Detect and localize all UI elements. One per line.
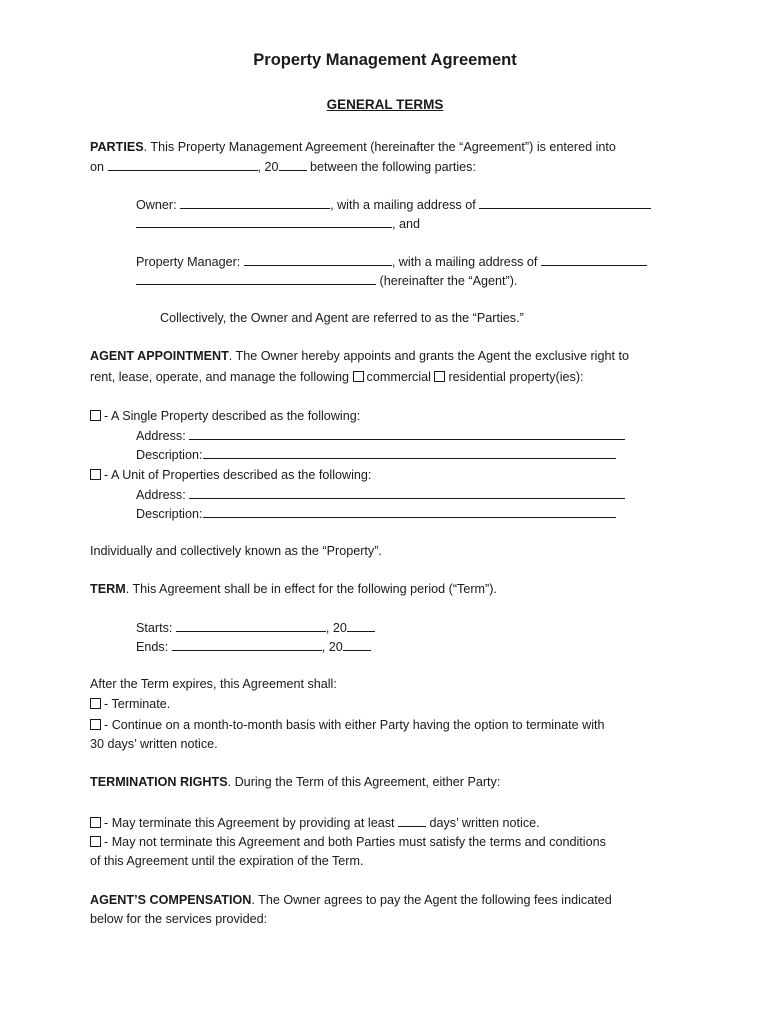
term-line1: TERM. This Agreement shall be in effect for the following period (“Term”). (90, 582, 497, 596)
manager-line2: (hereinafter the “Agent”). (136, 272, 517, 289)
manager-address-field[interactable] (541, 253, 647, 266)
termination-line1: TERMINATION RIGHTS. During the Term of this Agreement, either Party: (90, 775, 501, 789)
term-start-date-field[interactable] (176, 619, 326, 632)
continue-option-line2: 30 days’ written notice. (90, 737, 218, 751)
parties-paragraph-line1: PARTIES. This Property Management Agreement (hereinafter the “Agreement”) is entered into (90, 140, 616, 154)
unit-address-field[interactable] (189, 486, 625, 499)
unit-property-checkbox[interactable] (90, 469, 101, 480)
owner-address-field[interactable] (479, 196, 651, 209)
single-description-field[interactable] (203, 446, 616, 459)
compensation-heading: AGENT’S COMPENSATION (90, 893, 252, 907)
may-terminate-checkbox[interactable] (90, 817, 101, 828)
manager-line1: Property Manager: , with a mailing address of (136, 253, 647, 270)
compensation-line1: AGENT’S COMPENSATION. The Owner agrees to pay the Agent the following fees indicated (90, 893, 612, 907)
term-end-date-field[interactable] (172, 638, 322, 651)
parties-paragraph-line2: on , 20 between the following parties: (90, 160, 476, 174)
commercial-checkbox[interactable] (353, 371, 364, 382)
single-property-checkbox[interactable] (90, 410, 101, 421)
appointment-line1: AGENT APPOINTMENT. The Owner hereby appoints and grants the Agent the exclusive right to (90, 349, 629, 363)
owner-line1: Owner: , with a mailing address of (136, 196, 651, 213)
owner-name-field[interactable] (180, 196, 330, 209)
may-not-terminate-checkbox[interactable] (90, 836, 101, 847)
document-title: Property Management Agreement (253, 51, 517, 69)
term-heading: TERM (90, 582, 126, 596)
property-known-as-text: Individually and collectively known as the “Property”. (90, 544, 382, 558)
notice-days-field[interactable] (398, 814, 426, 827)
appointment-line2: rent, lease, operate, and manage the following commercial residential property(ies): (90, 370, 584, 384)
single-address-line: Address: (136, 427, 625, 444)
term-ends-line: Ends: , 20 (136, 638, 371, 655)
single-address-field[interactable] (189, 427, 625, 440)
manager-address-field-2[interactable] (136, 272, 376, 285)
unit-property-option: - A Unit of Properties described as the following: (90, 467, 371, 483)
parties-collective-text: Collectively, the Owner and Agent are referred to as the “Parties.” (160, 311, 524, 325)
term-after-text: After the Term expires, this Agreement shall: (90, 677, 337, 691)
agreement-year-field[interactable] (279, 158, 307, 171)
section-title-general-terms: GENERAL TERMS (326, 97, 444, 112)
owner-line2: , and (136, 215, 420, 232)
parties-heading: PARTIES (90, 140, 144, 154)
single-description-line: Description: (136, 446, 616, 463)
may-not-terminate-line2: of this Agreement until the expiration of the Term. (90, 854, 364, 868)
unit-description-field[interactable] (203, 505, 616, 518)
unit-description-line: Description: (136, 505, 616, 522)
term-start-year-field[interactable] (347, 619, 375, 632)
appointment-heading: AGENT APPOINTMENT (90, 349, 229, 363)
term-starts-line: Starts: , 20 (136, 619, 375, 636)
may-terminate-option: - May terminate this Agreement by providing at least days’ written notice. (90, 814, 540, 831)
compensation-line2: below for the services provided: (90, 912, 268, 926)
term-end-year-field[interactable] (343, 638, 371, 651)
termination-heading: TERMINATION RIGHTS (90, 775, 228, 789)
owner-address-field-2[interactable] (136, 215, 392, 228)
terminate-checkbox[interactable] (90, 698, 101, 709)
continue-option: - Continue on a month-to-month basis with either Party having the option to terminate with (90, 717, 605, 733)
residential-checkbox[interactable] (434, 371, 445, 382)
manager-name-field[interactable] (244, 253, 392, 266)
may-not-terminate-option: - May not terminate this Agreement and both Parties must satisfy the terms and conditions (90, 834, 606, 850)
agreement-date-field[interactable] (108, 158, 258, 171)
unit-address-line: Address: (136, 486, 625, 503)
single-property-option: - A Single Property described as the following: (90, 408, 360, 424)
terminate-option: - Terminate. (90, 696, 170, 712)
continue-checkbox[interactable] (90, 719, 101, 730)
